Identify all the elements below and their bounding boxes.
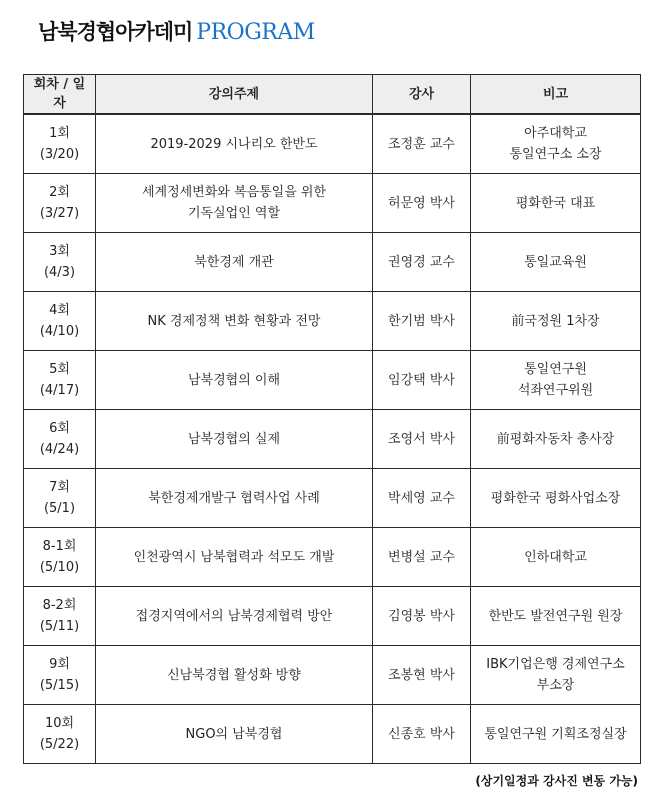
note-cell	[471, 174, 641, 233]
table-row	[24, 114, 641, 174]
session-cell	[24, 587, 96, 646]
topic-cell-line: 신남북경협 활성화 방향	[167, 667, 301, 683]
session-cell-line: 1회	[49, 126, 70, 141]
topic-cell	[96, 587, 373, 646]
session-cell-line: (3/27)	[39, 206, 80, 221]
topic-cell	[96, 233, 373, 292]
session-cell-line: 10회	[44, 716, 75, 731]
table-row	[24, 233, 641, 292]
header-session: 회차 / 일자	[24, 75, 96, 115]
note-cell	[471, 410, 641, 469]
topic-cell	[96, 705, 373, 764]
schedule-footnote: (상기일정과 강사진 변동 가능)	[475, 774, 638, 788]
header-lecturer: 강사	[373, 75, 471, 115]
session-cell-line: (5/22)	[39, 737, 80, 752]
session-cell-line: (3/20)	[39, 147, 80, 162]
topic-cell-line: 기독실업인 역할	[187, 206, 281, 221]
note-cell	[471, 114, 641, 174]
note-cell-line: 통일교육원	[524, 254, 587, 270]
session-cell-line: (5/1)	[43, 501, 76, 516]
session-cell	[24, 410, 96, 469]
topic-cell	[96, 114, 373, 174]
lecturer-cell: 조봉현 박사	[373, 646, 471, 705]
note-cell-line: IBK기업은행 경제연구소	[486, 657, 625, 672]
topic-cell-line: 남북경협의 실제	[187, 431, 281, 447]
session-cell-line: 7회	[49, 480, 70, 495]
session-cell	[24, 233, 96, 292]
session-cell-line: 6회	[49, 421, 70, 436]
topic-cell	[96, 351, 373, 410]
note-cell	[471, 292, 641, 351]
topic-cell-line: 북한경제 개관	[194, 254, 274, 270]
title-english: PROGRAM	[196, 20, 315, 45]
table-row	[24, 646, 641, 705]
session-cell	[24, 292, 96, 351]
note-cell-line: 통일연구소 소장	[509, 147, 602, 162]
note-cell-line: 석좌연구위원	[517, 383, 594, 398]
note-cell-line: 아주대학교	[524, 126, 587, 141]
topic-cell	[96, 292, 373, 351]
note-cell	[471, 646, 641, 705]
table-row	[24, 174, 641, 233]
session-cell	[24, 351, 96, 410]
session-cell-line: 9회	[49, 657, 70, 672]
session-cell-line: 3회	[49, 244, 70, 259]
topic-cell-line: 북한경제개발구 협력사업 사례	[148, 490, 320, 506]
session-cell-line: (4/10)	[39, 324, 80, 339]
session-cell-line: (5/15)	[39, 678, 80, 693]
table-row	[24, 705, 641, 764]
lecturer-cell: 변병설 교수	[373, 528, 471, 587]
topic-cell	[96, 174, 373, 233]
note-cell	[471, 587, 641, 646]
session-cell-line: 8-1회	[42, 539, 77, 554]
topic-cell-line: 접경지역에서의 남북경제협력 방안	[135, 608, 333, 624]
lecturer-cell: 권영경 교수	[373, 233, 471, 292]
note-cell-line: 평화한국 평화사업소장	[490, 490, 621, 506]
topic-cell	[96, 410, 373, 469]
schedule-table	[23, 74, 641, 764]
table-row	[24, 587, 641, 646]
table-row	[24, 292, 641, 351]
session-cell-line: 2회	[49, 185, 70, 200]
lecturer-cell: 조영서 박사	[373, 410, 471, 469]
page-title	[38, 16, 315, 50]
lecturer-cell: 박세영 교수	[373, 469, 471, 528]
topic-cell-line: 인천광역시 남북협력과 석모도 개발	[133, 549, 335, 565]
session-cell	[24, 174, 96, 233]
topic-cell	[96, 469, 373, 528]
table-row	[24, 528, 641, 587]
note-cell-line: 前평화자동차 총사장	[496, 431, 615, 447]
session-cell	[24, 114, 96, 174]
note-cell-line: 한반도 발전연구원 원장	[488, 608, 623, 624]
lecturer-cell: 허문영 박사	[373, 174, 471, 233]
lecturer-cell: 신종호 박사	[373, 705, 471, 764]
lecturer-cell: 김영봉 박사	[373, 587, 471, 646]
title-korean: 남북경협아카데미	[38, 20, 193, 44]
note-cell	[471, 705, 641, 764]
note-cell-line: 통일연구원 기획조정실장	[484, 726, 627, 742]
session-cell-line: 8-2회	[42, 598, 77, 613]
session-cell	[24, 469, 96, 528]
session-cell-line: (5/11)	[39, 619, 80, 634]
lecturer-cell: 한기범 박사	[373, 292, 471, 351]
note-cell	[471, 469, 641, 528]
header-note: 비고	[471, 75, 641, 115]
session-cell-line: (4/3)	[43, 265, 76, 280]
table-row	[24, 351, 641, 410]
note-cell-line: 평화한국 대표	[515, 195, 596, 211]
note-cell	[471, 351, 641, 410]
session-cell	[24, 528, 96, 587]
note-cell-line: 前국정원 1차장	[511, 313, 600, 329]
session-cell-line: (4/24)	[39, 442, 80, 457]
session-cell-line: 5회	[49, 362, 70, 377]
note-cell-line: 인하대학교	[524, 549, 587, 565]
session-cell-line: 4회	[49, 303, 70, 318]
topic-cell-line: NGO의 남북경협	[185, 726, 283, 742]
note-cell-line: 부소장	[536, 678, 575, 693]
topic-cell	[96, 528, 373, 587]
topic-cell-line: NK 경제정책 변화 현황과 전망	[147, 313, 321, 329]
note-cell	[471, 233, 641, 292]
table-header-row	[24, 75, 641, 115]
lecturer-cell: 임강택 박사	[373, 351, 471, 410]
table-row	[24, 469, 641, 528]
topic-cell-line: 세계정세변화와 복음통일을 위한	[141, 185, 327, 200]
topic-cell-line: 2019-2029 시나리오 한반도	[150, 136, 318, 152]
topic-cell-line: 남북경협의 이해	[187, 372, 281, 388]
session-cell-line: (4/17)	[39, 383, 80, 398]
topic-cell	[96, 646, 373, 705]
session-cell	[24, 705, 96, 764]
table-row	[24, 410, 641, 469]
note-cell	[471, 528, 641, 587]
note-cell-line: 통일연구원	[524, 362, 587, 377]
session-cell-line: (5/10)	[39, 560, 80, 575]
lecturer-cell: 조정훈 교수	[373, 114, 471, 174]
session-cell	[24, 646, 96, 705]
table-body	[24, 114, 641, 764]
header-topic: 강의주제	[96, 75, 373, 115]
